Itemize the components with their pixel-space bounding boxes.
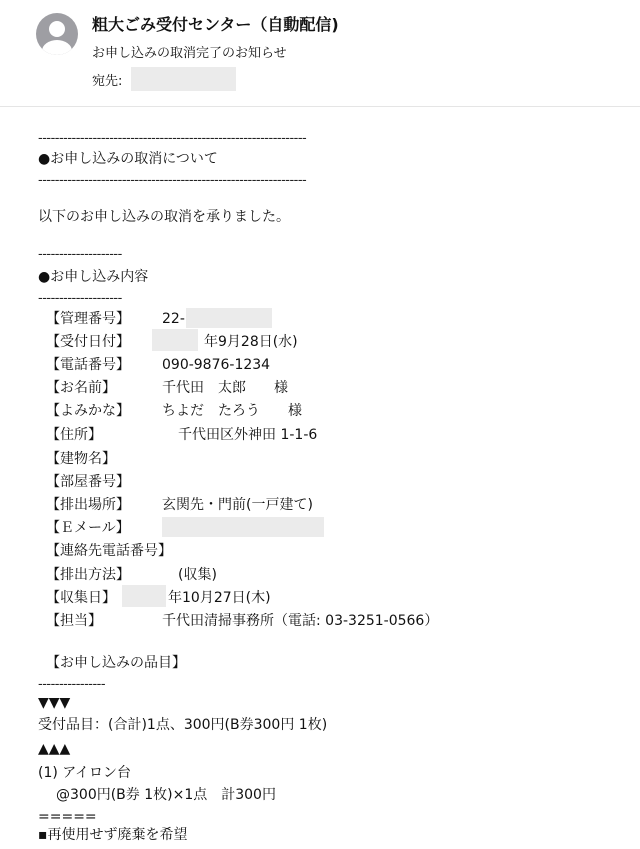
detail-label: 【Ｅメール】 <box>46 520 130 536</box>
section-title-cancel: ●お申し込みの取消について <box>38 151 218 167</box>
detail-value: 千代田 太郎 様 <box>162 380 288 396</box>
detail-row-office <box>46 612 626 632</box>
detail-label: 【排出場所】 <box>46 497 130 513</box>
item-name: (1) アイロン台 <box>38 765 132 781</box>
divider: ---------------- <box>38 677 106 692</box>
detail-value: 22- <box>162 311 185 327</box>
detail-label: 【収集日】 <box>46 590 116 606</box>
detail-row-address <box>46 426 606 446</box>
detail-row-email <box>46 519 606 539</box>
redacted-value <box>152 329 198 351</box>
detail-row-furigana <box>46 402 606 422</box>
detail-row-disposal-method <box>46 566 606 586</box>
detail-row-building <box>46 450 606 470</box>
items-title: 【お申し込みの品目】 <box>46 655 186 671</box>
sender-name: 粗大ごみ受付センター（自動配信) <box>92 15 339 34</box>
disposal-note: ▪再使用せず廃棄を希望 <box>38 827 188 843</box>
redacted-value <box>162 517 324 537</box>
redacted-value <box>122 585 166 607</box>
detail-row-phone <box>46 356 606 376</box>
detail-row-collection-date <box>46 589 606 609</box>
detail-label: 【電話番号】 <box>46 357 130 373</box>
detail-value: 090-9876-1234 <box>162 357 271 373</box>
equals-divider: ===== <box>38 809 97 825</box>
item-detail: @300円(B券 1枚)×1点 計300円 <box>56 787 276 803</box>
email-header <box>0 0 640 107</box>
detail-value: 年10月27日(木) <box>168 590 271 606</box>
detail-label: 【受付日付】 <box>46 334 130 350</box>
detail-row-name <box>46 379 606 399</box>
detail-row-reception-date <box>46 333 606 353</box>
detail-row-contact-phone <box>46 542 606 562</box>
recipient-label: 宛先: <box>92 74 123 89</box>
detail-value: 年9月28日(水) <box>204 334 298 350</box>
detail-value: 千代田区外神田 1-1-6 <box>178 427 318 443</box>
person-avatar-icon[interactable] <box>36 13 78 55</box>
detail-label: 【建物名】 <box>46 451 116 467</box>
cancel-message: 以下のお申し込みの取消を承りました。 <box>38 209 290 225</box>
detail-label: 【お名前】 <box>46 380 116 396</box>
email-subject: お申し込みの取消完了のお知らせ <box>92 46 287 61</box>
detail-row-management-number <box>46 310 606 330</box>
detail-label: 【住所】 <box>46 427 102 443</box>
detail-value: ちよだ たろう 様 <box>162 403 302 419</box>
divider: ---------------------------------------------------------------- <box>38 131 307 146</box>
detail-row-room <box>46 473 606 493</box>
detail-value: (収集) <box>178 567 217 583</box>
divider: -------------------- <box>38 247 122 262</box>
detail-label: 【連絡先電話番号】 <box>46 543 172 559</box>
detail-label: 【排出方法】 <box>46 567 130 583</box>
arrows-down: ▼▼▼ <box>38 695 71 711</box>
detail-row-disposal-place <box>46 496 606 516</box>
redacted-recipient <box>131 67 236 91</box>
detail-label: 【管理番号】 <box>46 311 130 327</box>
detail-value: 玄関先・門前(一戸建て) <box>162 497 313 513</box>
arrows-up: ▲▲▲ <box>38 741 71 757</box>
divider: ---------------------------------------------------------------- <box>38 173 307 188</box>
section-title-details: ●お申し込み内容 <box>38 269 149 285</box>
detail-label: 【よみかな】 <box>46 403 130 419</box>
detail-label: 【担当】 <box>46 613 102 629</box>
detail-label: 【部屋番号】 <box>46 474 130 490</box>
redacted-value <box>186 308 272 328</box>
detail-value: 千代田清掃事務所（電話: 03-3251-0566） <box>162 613 439 629</box>
items-summary: 受付品目：(合計)1点、300円(B券300円 1枚) <box>38 717 328 733</box>
divider: -------------------- <box>38 291 122 306</box>
